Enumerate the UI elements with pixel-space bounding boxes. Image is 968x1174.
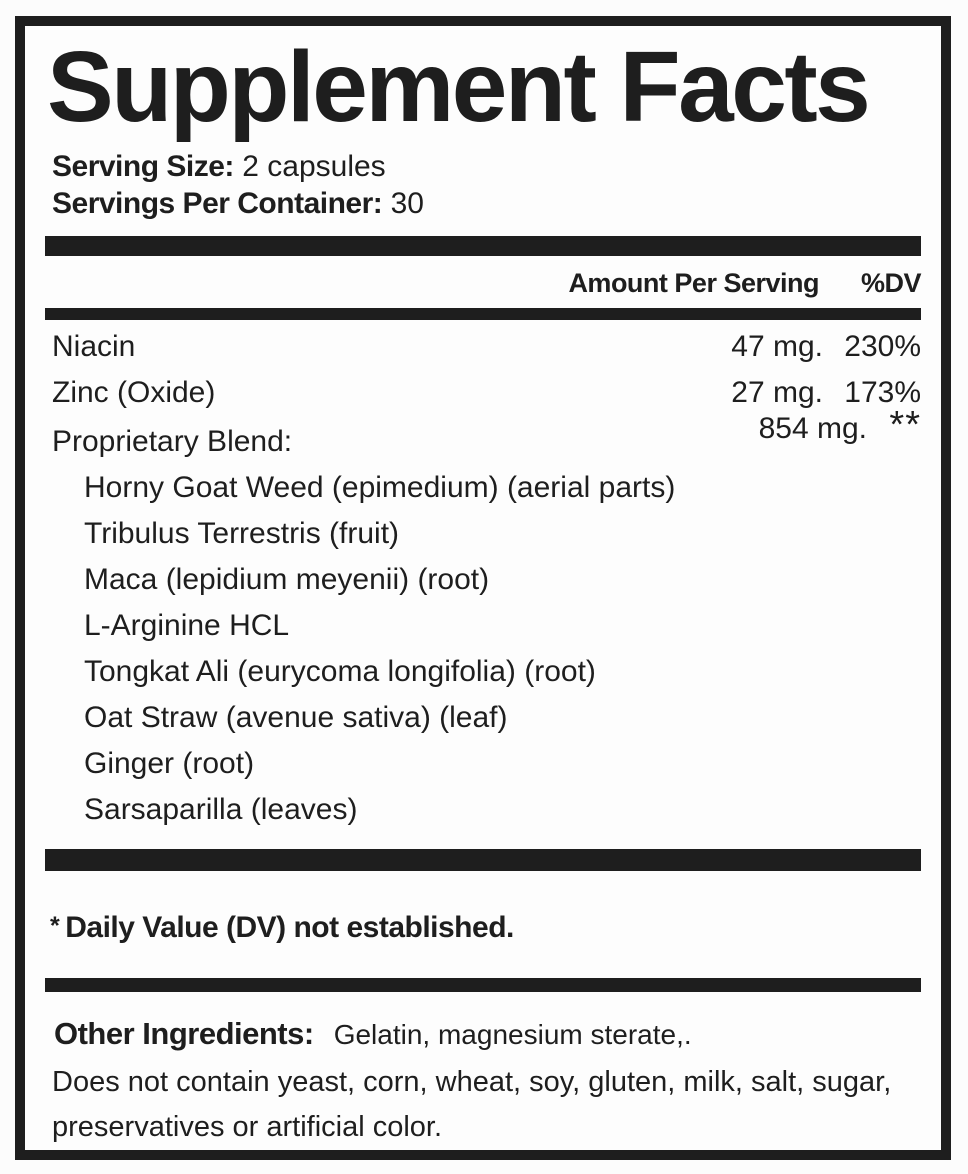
blend-item: L-Arginine HCL: [84, 609, 290, 642]
other-ingredients-line: [54, 1016, 921, 1052]
label-title: Supplement Facts: [47, 31, 869, 143]
nutrient-dv-stars: **: [889, 404, 921, 446]
blend-item: Oat Straw (avenue sativa) (leaf): [84, 701, 508, 734]
daily-value-footnote: [50, 909, 921, 948]
divider-bar-middle: [45, 849, 921, 871]
blend-item: Horny Goat Weed (epimedium) (aerial parts): [84, 471, 676, 504]
asterisk-marker: *: [50, 912, 60, 940]
table-row: [45, 324, 921, 370]
servings-per-container-value: 30: [390, 187, 424, 220]
table-row-proprietary-blend: [45, 404, 921, 465]
nutrient-amount: 47 mg.: [731, 330, 823, 363]
nutrient-name: Zinc (Oxide): [52, 376, 216, 409]
nutrient-amount: 854 mg.: [758, 412, 867, 445]
nutrient-name: Niacin: [52, 330, 136, 363]
servings-per-container-label: Servings Per Container:: [52, 187, 383, 220]
blend-item: Tribulus Terrestris (fruit): [84, 517, 400, 550]
nutrient-amount: 27 mg.: [731, 376, 823, 409]
other-ingredients-label: Other Ingredients:: [54, 1016, 314, 1051]
serving-info: [52, 148, 921, 222]
blend-item: Maca (lepidium meyenii) (root): [84, 563, 490, 596]
contains-disclaimer: [52, 1060, 921, 1150]
other-ingredients-value: Gelatin, magnesium sterate,.: [333, 1019, 692, 1050]
blend-item: Sarsaparilla (leaves): [84, 793, 358, 826]
nutrient-dv: 173%: [844, 376, 921, 409]
servings-per-container-line: [52, 185, 921, 222]
serving-size-line: [52, 148, 921, 185]
disclaimer-line: Does not contain yeast, corn, wheat, soy, gluten, milk, salt, sugar,: [52, 1066, 892, 1098]
supplement-facts-panel: [15, 16, 951, 1160]
serving-size-label: Serving Size:: [52, 150, 234, 183]
nutrient-dv: 230%: [844, 330, 921, 363]
blend-item: Tongkat Ali (eurycoma longifolia) (root): [84, 655, 596, 688]
amount-per-serving-header: Amount Per Serving: [568, 268, 819, 298]
divider-bar-top: [45, 236, 921, 256]
percent-dv-header: %DV: [860, 268, 921, 298]
serving-size-value: 2 capsules: [242, 150, 386, 183]
blend-item: Ginger (root): [84, 747, 255, 780]
disclaimer-line: preservatives or artificial color.: [52, 1111, 443, 1143]
divider-bar-bottom: [45, 978, 921, 992]
daily-value-footnote-text: Daily Value (DV) not established.: [65, 911, 514, 944]
nutrient-table: [45, 324, 921, 833]
nutrient-name: Proprietary Blend:: [52, 425, 293, 458]
table-header-row: [45, 266, 921, 300]
divider-bar-header: [45, 308, 921, 320]
